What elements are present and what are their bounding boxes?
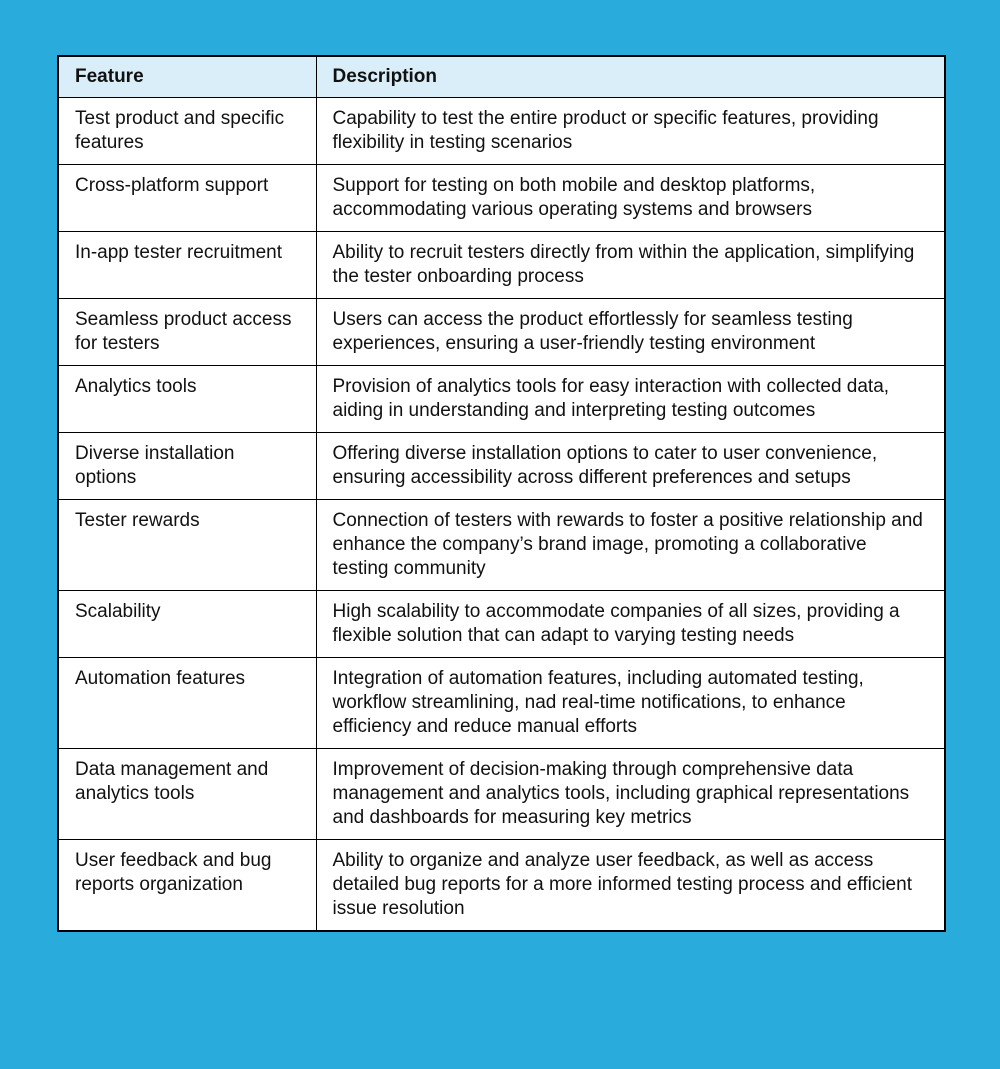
feature-cell: Data management and analytics tools xyxy=(58,749,316,840)
table-row xyxy=(58,165,945,232)
feature-cell: Diverse installation options xyxy=(58,433,316,500)
features-table xyxy=(57,55,946,932)
features-table-container xyxy=(57,55,944,932)
feature-cell: Test product and specific features xyxy=(58,98,316,165)
feature-cell: Scalability xyxy=(58,591,316,658)
column-header-feature: Feature xyxy=(58,56,316,98)
feature-cell: In-app tester recruitment xyxy=(58,232,316,299)
feature-cell: User feedback and bug reports organization xyxy=(58,840,316,932)
description-cell: Users can access the product effortlessly for seamless testing experiences, ensuring a user-friendly testing environment xyxy=(316,299,945,366)
description-cell: Ability to organize and analyze user feedback, as well as access detailed bug reports for a more informed testing process and efficient issue resolution xyxy=(316,840,945,932)
description-cell: Offering diverse installation options to cater to user convenience, ensuring accessibility across different preferences and setups xyxy=(316,433,945,500)
description-cell: Support for testing on both mobile and desktop platforms, accommodating various operating systems and browsers xyxy=(316,165,945,232)
description-cell: Capability to test the entire product or specific features, providing flexibility in testing scenarios xyxy=(316,98,945,165)
column-header-description: Description xyxy=(316,56,945,98)
table-row xyxy=(58,658,945,749)
description-cell: High scalability to accommodate companies of all sizes, providing a flexible solution that can adapt to varying testing needs xyxy=(316,591,945,658)
feature-cell: Analytics tools xyxy=(58,366,316,433)
feature-cell: Cross-platform support xyxy=(58,165,316,232)
table-header-row xyxy=(58,56,945,98)
table-row xyxy=(58,433,945,500)
table-row xyxy=(58,500,945,591)
description-cell: Improvement of decision-making through comprehensive data management and analytics tools, including graphical representations and dashboards for measuring key metrics xyxy=(316,749,945,840)
feature-cell: Automation features xyxy=(58,658,316,749)
table-row xyxy=(58,299,945,366)
table-row xyxy=(58,232,945,299)
feature-cell: Seamless product access for testers xyxy=(58,299,316,366)
description-cell: Provision of analytics tools for easy interaction with collected data, aiding in understanding and interpreting testing outcomes xyxy=(316,366,945,433)
description-cell: Integration of automation features, including automated testing, workflow streamlining, nad real-time notifications, to enhance efficiency and reduce manual efforts xyxy=(316,658,945,749)
table-row xyxy=(58,840,945,932)
feature-cell: Tester rewards xyxy=(58,500,316,591)
table-row xyxy=(58,98,945,165)
table-row xyxy=(58,591,945,658)
description-cell: Connection of testers with rewards to foster a positive relationship and enhance the company’s brand image, promoting a collaborative testing community xyxy=(316,500,945,591)
table-row xyxy=(58,749,945,840)
description-cell: Ability to recruit testers directly from within the application, simplifying the tester onboarding process xyxy=(316,232,945,299)
table-row xyxy=(58,366,945,433)
